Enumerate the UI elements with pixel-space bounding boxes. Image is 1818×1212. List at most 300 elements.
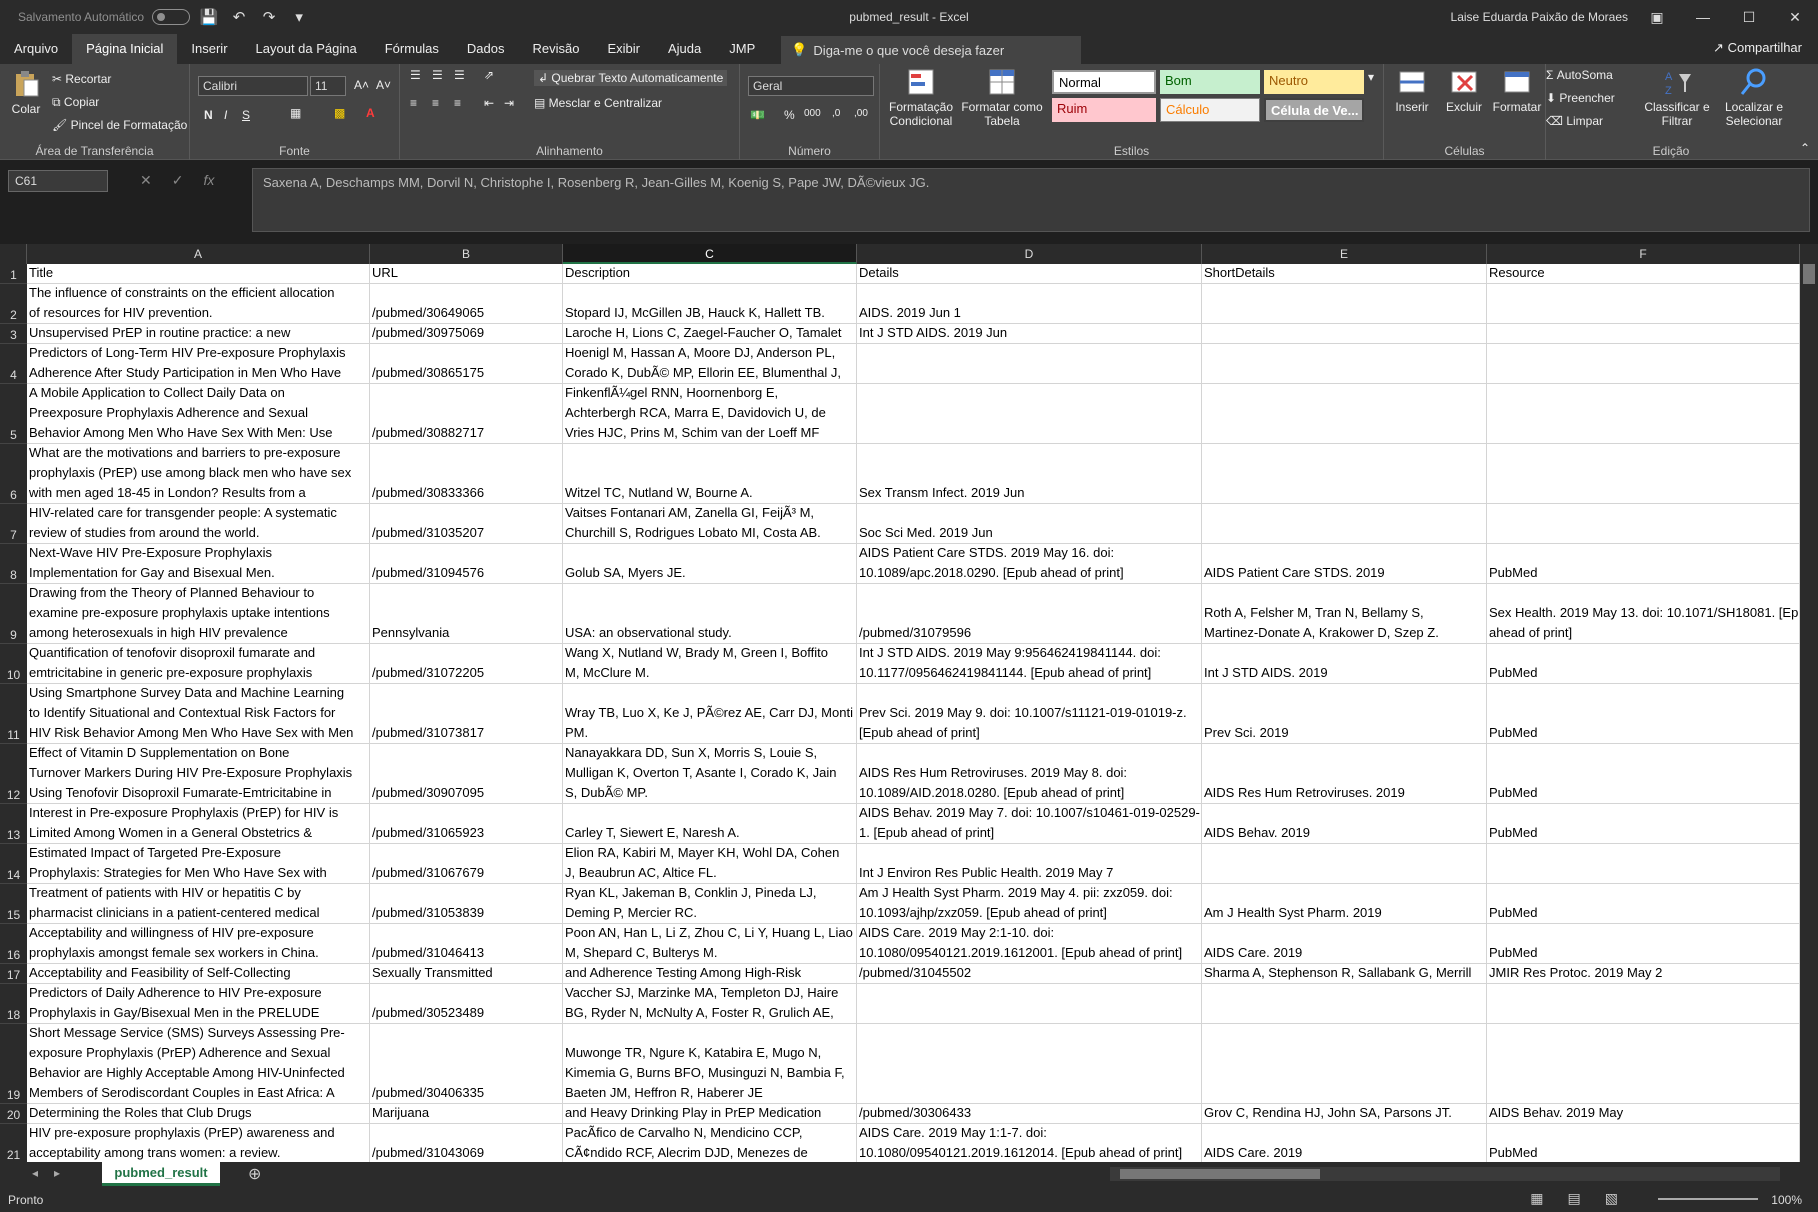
editing-group-label: Edição bbox=[1652, 144, 1690, 158]
insert-function-icon[interactable]: fx bbox=[203, 172, 215, 188]
cell-d[interactable]: Prev Sci. 2019 May 9. doi: 10.1007/s11121-019-01019-z. [Epub ahead of print] bbox=[857, 684, 1202, 744]
status-bar bbox=[0, 1186, 1818, 1212]
find-select-label: Localizar e Selecionar bbox=[1724, 100, 1784, 128]
align-center-icon[interactable]: ≡ bbox=[432, 96, 440, 110]
cell-c[interactable]: Stopard IJ, McGillen JB, Hauck K, Hallett TB. bbox=[563, 284, 857, 324]
decimal-decrease-icon[interactable]: ,00 bbox=[854, 108, 868, 119]
cell-c[interactable]: Carley T, Siewert E, Naresh A. bbox=[563, 804, 857, 844]
cell-e[interactable]: AIDS Care. 2019 bbox=[1202, 1124, 1487, 1162]
tell-me-box[interactable] bbox=[781, 36, 1081, 64]
alignment-group bbox=[400, 64, 740, 160]
styles-group bbox=[880, 64, 1384, 160]
cell-f[interactable]: PubMed bbox=[1487, 1124, 1800, 1162]
cell-c[interactable]: Description bbox=[563, 264, 857, 284]
zoom-level[interactable]: 100% bbox=[1771, 1193, 1802, 1207]
fill-label: Preencher bbox=[1559, 91, 1615, 105]
cell-e[interactable]: AIDS Care. 2019 bbox=[1202, 924, 1487, 964]
row-header[interactable]: 7 bbox=[0, 504, 27, 544]
normal-view-icon[interactable]: ▦ bbox=[1530, 1190, 1544, 1206]
cell-b[interactable]: Marijuana bbox=[370, 1104, 563, 1124]
cell-e[interactable]: Grov C, Rendina HJ, John SA, Parsons JT. bbox=[1202, 1104, 1487, 1124]
cell-f[interactable] bbox=[1487, 844, 1800, 884]
tab-ajuda[interactable]: Ajuda bbox=[667, 41, 702, 56]
cut-label: Recortar bbox=[65, 72, 112, 86]
style-bom[interactable]: Bom bbox=[1160, 70, 1260, 94]
cancel-icon[interactable]: ✕ bbox=[140, 172, 152, 188]
cell-d[interactable]: AIDS Patient Care STDS. 2019 May 16. doi: 10.1089/apc.2018.0290. [Epub ahead of print] bbox=[857, 544, 1202, 584]
lightbulb-icon: 💡 bbox=[791, 42, 808, 57]
horizontal-scroll-thumb[interactable] bbox=[1120, 1169, 1320, 1179]
cell-f[interactable]: PubMed bbox=[1487, 924, 1800, 964]
style-normal[interactable]: Normal bbox=[1052, 70, 1156, 94]
cell-d[interactable]: /pubmed/30306433 bbox=[857, 1104, 1202, 1124]
column-header-a[interactable]: A bbox=[27, 244, 370, 264]
cell-d[interactable]: Int J STD AIDS. 2019 Jun bbox=[857, 324, 1202, 344]
cell-a[interactable]: Estimated Impact of Targeted Pre-Exposure Prophylaxis: Strategies for Men Who Have Sex with bbox=[27, 844, 370, 884]
cell-f[interactable]: AIDS Behav. 2019 May bbox=[1487, 1104, 1800, 1124]
cell-e[interactable]: Am J Health Syst Pharm. 2019 bbox=[1202, 884, 1487, 924]
cell-b[interactable]: /pubmed/31053839 bbox=[370, 884, 563, 924]
orientation-icon[interactable]: ⇗ bbox=[484, 68, 495, 82]
page-layout-view-icon[interactable]: ▤ bbox=[1567, 1190, 1581, 1206]
sort-filter-icon bbox=[1661, 66, 1693, 98]
cell-d[interactable]: Sex Transm Infect. 2019 Jun bbox=[857, 444, 1202, 504]
cell-f[interactable] bbox=[1487, 504, 1800, 544]
cell-e[interactable] bbox=[1202, 504, 1487, 544]
indent-decrease-icon[interactable]: ⇤ bbox=[484, 96, 495, 110]
formula-input[interactable]: Saxena A, Deschamps MM, Dorvil N, Christophe I, Rosenberg R, Jean-Gilles M, Koenig S, Pape JW, DÃ©vieux JG. bbox=[252, 168, 1810, 232]
quick-access-toolbar bbox=[0, 8, 310, 26]
cell-e[interactable]: Prev Sci. 2019 bbox=[1202, 684, 1487, 744]
column-header-e[interactable]: E bbox=[1202, 244, 1487, 264]
cell-b[interactable]: /pubmed/30406335 bbox=[370, 1024, 563, 1104]
conditional-format-label: Formatação Condicional bbox=[888, 100, 954, 128]
cell-c[interactable]: USA: an observational study. bbox=[563, 584, 857, 644]
status-text: Pronto bbox=[8, 1193, 44, 1207]
sheet-tab-bar bbox=[0, 1162, 1818, 1186]
cell-a[interactable]: A Mobile Application to Collect Daily Data on Preexposure Prophylaxis Adherence and Sexual Behavior Among Men Who Have Sex With Men: Use bbox=[27, 384, 370, 444]
cell-f[interactable]: JMIR Res Protoc. 2019 May 2 bbox=[1487, 964, 1800, 984]
cell-a[interactable]: Effect of Vitamin D Supplementation on Bone Turnover Markers During HIV Pre-Exposure Prophylaxis Using Tenofovir Disoproxil Fumarate-Emtricitabine in bbox=[27, 744, 370, 804]
cell-a[interactable]: Treatment of patients with HIV or hepatitis C by pharmacist clinicians in a patient-centered medical bbox=[27, 884, 370, 924]
view-buttons bbox=[1530, 1190, 1618, 1207]
sheet-tab-pubmed-result[interactable]: pubmed_result bbox=[102, 1162, 220, 1186]
row-header[interactable]: 17 bbox=[0, 964, 27, 984]
close-icon[interactable]: ✕ bbox=[1789, 8, 1801, 25]
row-header[interactable]: 20 bbox=[0, 1104, 27, 1124]
cell-c[interactable]: Vaccher SJ, Marzinke MA, Templeton DJ, Haire BG, Ryder N, McNulty A, Foster R, Grulich AE, bbox=[563, 984, 857, 1024]
cell-b[interactable]: /pubmed/30975069 bbox=[370, 324, 563, 344]
enter-icon[interactable]: ✓ bbox=[171, 172, 184, 188]
wrap-text-label: Quebrar Texto Automaticamente bbox=[551, 71, 724, 85]
indent-increase-icon[interactable]: ⇥ bbox=[504, 96, 515, 110]
cell-c[interactable]: Wang X, Nutland W, Brady M, Green I, Boffito M, McClure M. bbox=[563, 644, 857, 684]
autosum-button[interactable] bbox=[1546, 68, 1613, 82]
cell-e[interactable] bbox=[1202, 844, 1487, 884]
cell-a[interactable]: Predictors of Daily Adherence to HIV Pre-exposure Prophylaxis in Gay/Bisexual Men in the PRELUDE bbox=[27, 984, 370, 1024]
cell-c[interactable]: FinkenflÃ¼gel RNN, Hoornenborg E, Achterbergh RCA, Marra E, Davidovich U, de Vries HJC, Prins M, Schim van der Loeff MF bbox=[563, 384, 857, 444]
sort-filter-button[interactable] bbox=[1642, 66, 1712, 128]
row-header[interactable]: 3 bbox=[0, 324, 27, 344]
copy-button[interactable] bbox=[52, 95, 99, 110]
share-icon: ↗ bbox=[1713, 40, 1724, 55]
cell-d[interactable]: /pubmed/31079596 bbox=[857, 584, 1202, 644]
delete-cells-label: Excluir bbox=[1445, 100, 1482, 114]
format-painter-button[interactable] bbox=[52, 118, 187, 132]
font-group-label: Fonte bbox=[279, 144, 310, 158]
cell-d[interactable] bbox=[857, 984, 1202, 1024]
cell-a[interactable]: Quantification of tenofovir disoproxil fumarate and emtricitabine in generic pre-exposure prophylaxis bbox=[27, 644, 370, 684]
cell-d[interactable]: Int J Environ Res Public Health. 2019 May 7 bbox=[857, 844, 1202, 884]
tab-pagina-inicial[interactable]: Página Inicial bbox=[72, 34, 177, 64]
italic-icon[interactable]: I bbox=[224, 108, 228, 122]
cell-f[interactable]: PubMed bbox=[1487, 684, 1800, 744]
cell-f[interactable]: PubMed bbox=[1487, 884, 1800, 924]
format-cells-icon bbox=[1501, 66, 1533, 98]
autosave-toggle[interactable] bbox=[152, 9, 190, 25]
svg-text:A: A bbox=[1665, 71, 1673, 83]
wrap-text-button[interactable] bbox=[534, 70, 727, 86]
table-icon bbox=[986, 66, 1018, 98]
decrease-font-icon[interactable]: A˅ bbox=[376, 78, 392, 92]
cell-b[interactable]: /pubmed/31046413 bbox=[370, 924, 563, 964]
cell-f[interactable] bbox=[1487, 284, 1800, 324]
increase-font-icon[interactable]: A˄ bbox=[354, 78, 370, 92]
row-header[interactable]: 15 bbox=[0, 884, 27, 924]
cell-e[interactable]: ShortDetails bbox=[1202, 264, 1487, 284]
cell-a[interactable]: Title bbox=[27, 264, 370, 284]
add-sheet-icon[interactable]: ⊕ bbox=[248, 1166, 262, 1183]
cell-f[interactable] bbox=[1487, 384, 1800, 444]
merge-icon: ▤ bbox=[534, 96, 549, 110]
cell-e[interactable] bbox=[1202, 1024, 1487, 1104]
tab-formulas[interactable]: Fórmulas bbox=[384, 41, 439, 56]
cell-f[interactable]: PubMed bbox=[1487, 544, 1800, 584]
cell-a[interactable]: Acceptability and willingness of HIV pre-exposure prophylaxis amongst female sex workers in China. bbox=[27, 924, 370, 964]
clear-label: Limpar bbox=[1566, 114, 1603, 128]
cut-button[interactable] bbox=[52, 72, 111, 86]
cell-f[interactable]: PubMed bbox=[1487, 804, 1800, 844]
name-box[interactable]: C61 bbox=[8, 170, 108, 192]
insert-cells-label: Inserir bbox=[1395, 100, 1429, 114]
sigma-icon: Σ bbox=[1546, 68, 1557, 82]
row-header[interactable]: 2 bbox=[0, 284, 27, 324]
style-neutro[interactable]: Neutro bbox=[1264, 70, 1364, 94]
svg-text:Z: Z bbox=[1665, 85, 1672, 97]
cell-f[interactable] bbox=[1487, 444, 1800, 504]
ribbon-display-icon[interactable]: ▣ bbox=[1650, 8, 1664, 25]
cell-c[interactable]: Laroche H, Lions C, Zaegel-Faucher O, Tamalet bbox=[563, 324, 857, 344]
ribbon bbox=[0, 64, 1818, 160]
row-header[interactable]: 12 bbox=[0, 744, 27, 804]
align-bottom-icon[interactable]: ☰ bbox=[454, 68, 465, 82]
cell-a[interactable]: The influence of constraints on the efficient allocation of resources for HIV prevention. bbox=[27, 284, 370, 324]
undo-icon[interactable]: ↶ bbox=[232, 9, 246, 26]
cell-c[interactable]: Poon AN, Han L, Li Z, Zhou C, Li Y, Huang L, Liao M, Shepard C, Bulterys M. bbox=[563, 924, 857, 964]
find-select-button[interactable] bbox=[1716, 66, 1792, 128]
row-header[interactable]: 8 bbox=[0, 544, 27, 584]
user-name[interactable]: Laise Eduarda Paixão de Moraes bbox=[1450, 10, 1628, 24]
align-right-icon[interactable]: ≡ bbox=[454, 96, 462, 110]
copy-icon: ⧉ bbox=[52, 95, 64, 109]
eraser-icon: ⌫ bbox=[1546, 114, 1567, 128]
row-header[interactable]: 6 bbox=[0, 444, 27, 504]
cell-e[interactable] bbox=[1202, 324, 1487, 344]
cell-f[interactable] bbox=[1487, 324, 1800, 344]
cell-e[interactable] bbox=[1202, 444, 1487, 504]
cell-d[interactable]: AIDS Res Hum Retroviruses. 2019 May 8. doi: 10.1089/AID.2018.0280. [Epub ahead of print] bbox=[857, 744, 1202, 804]
font-group bbox=[190, 64, 400, 160]
cell-c[interactable]: Nanayakkara DD, Sun X, Morris S, Louie S, Mulligan K, Overton T, Asante I, Corado K, Jain S, DubÃ© MP. bbox=[563, 744, 857, 804]
row-header[interactable]: 10 bbox=[0, 644, 27, 684]
tab-dados[interactable]: Dados bbox=[466, 41, 505, 56]
format-cells-label: Formatar bbox=[1492, 100, 1542, 114]
column-header-b[interactable]: B bbox=[370, 244, 563, 264]
cell-c[interactable]: Wray TB, Luo X, Ke J, PÃ©rez AE, Carr DJ, Monti PM. bbox=[563, 684, 857, 744]
tab-exibir[interactable]: Exibir bbox=[607, 41, 640, 56]
clear-button[interactable] bbox=[1546, 114, 1603, 128]
row-header[interactable]: 16 bbox=[0, 924, 27, 964]
column-header-c[interactable]: C bbox=[563, 244, 857, 264]
cell-b[interactable]: /pubmed/30649065 bbox=[370, 284, 563, 324]
cell-d[interactable]: AIDS Care. 2019 May 1:1-7. doi: 10.1080/09540121.2019.1612014. [Epub ahead of print] bbox=[857, 1124, 1202, 1162]
merge-center-button[interactable] bbox=[534, 96, 662, 110]
row-header[interactable]: 4 bbox=[0, 344, 27, 384]
row-header[interactable]: 19 bbox=[0, 1024, 27, 1104]
cell-a[interactable]: Using Smartphone Survey Data and Machine Learning to Identify Situational and Contextual Risk Factors for HIV Risk Behavior Among Men Who Have Sex with Men bbox=[27, 684, 370, 744]
cell-d[interactable] bbox=[857, 1024, 1202, 1104]
cell-d[interactable]: AIDS Behav. 2019 May 7. doi: 10.1007/s10461-019-02529- 1. [Epub ahead of print] bbox=[857, 804, 1202, 844]
cell-f[interactable] bbox=[1487, 1024, 1800, 1104]
cell-b[interactable]: /pubmed/31035207 bbox=[370, 504, 563, 544]
autosum-label: AutoSoma bbox=[1556, 68, 1613, 82]
cell-b[interactable]: /pubmed/30833366 bbox=[370, 444, 563, 504]
cell-a[interactable]: Short Message Service (SMS) Surveys Assessing Pre- exposure Prophylaxis (PrEP) Adherence and Sexual Behavior are Highly Acceptable Among HIV-Uninfected Members of Serodiscordant Couples in East Africa: A bbox=[27, 1024, 370, 1104]
align-top-icon[interactable]: ☰ bbox=[410, 68, 421, 82]
cell-a[interactable]: What are the motivations and barriers to pre-exposure prophylaxis (PrEP) use among black men who have sex with men aged 18-45 in London? Results from a bbox=[27, 444, 370, 504]
cell-a[interactable]: Drawing from the Theory of Planned Behaviour to examine pre-exposure prophylaxis uptake intentions among heterosexuals in high HIV prevalence bbox=[27, 584, 370, 644]
row-header[interactable]: 5 bbox=[0, 384, 27, 444]
cell-e[interactable]: Int J STD AIDS. 2019 bbox=[1202, 644, 1487, 684]
merge-center-label: Mesclar e Centralizar bbox=[548, 96, 663, 110]
style-celula-verificacao[interactable]: Célula de Ve... bbox=[1264, 98, 1364, 122]
redo-icon[interactable]: ↷ bbox=[262, 9, 276, 26]
cell-f[interactable] bbox=[1487, 984, 1800, 1024]
cell-e[interactable] bbox=[1202, 984, 1487, 1024]
fill-color-icon[interactable]: ▩ bbox=[334, 106, 346, 120]
customize-qat-icon[interactable]: ▾ bbox=[295, 9, 303, 26]
cell-a[interactable]: HIV-related care for transgender people: A systematic review of studies from around the world. bbox=[27, 504, 370, 544]
autosave-label: Salvamento Automático bbox=[18, 10, 145, 24]
format-cells-button[interactable] bbox=[1492, 66, 1542, 114]
cell-e[interactable]: Roth A, Felsher M, Tran N, Bellamy S, Martinez-Donate A, Krakower D, Szep Z. bbox=[1202, 584, 1487, 644]
row-header[interactable]: 13 bbox=[0, 804, 27, 844]
cell-f[interactable]: PubMed bbox=[1487, 644, 1800, 684]
formula-bar bbox=[0, 160, 1818, 238]
number-format-select[interactable]: Geral bbox=[748, 76, 874, 96]
align-left-icon[interactable]: ≡ bbox=[410, 96, 418, 110]
styles-group-label: Estilos bbox=[1113, 144, 1150, 158]
cell-c[interactable]: Witzel TC, Nutland W, Bourne A. bbox=[563, 444, 857, 504]
cells-group-label: Células bbox=[1444, 144, 1485, 158]
copy-label: Copiar bbox=[63, 95, 100, 109]
scroll-tabs-right-icon[interactable]: ▸ bbox=[54, 1166, 61, 1180]
conditional-format-icon bbox=[905, 66, 937, 98]
cell-e[interactable]: AIDS Behav. 2019 bbox=[1202, 804, 1487, 844]
window-title: pubmed_result - Excel bbox=[849, 10, 969, 24]
tab-revisao[interactable]: Revisão bbox=[532, 41, 580, 56]
clipboard-group-label: Área de Transferência bbox=[35, 144, 154, 158]
cell-c[interactable]: Muwonge TR, Ngure K, Katabira E, Mugo N, Kimemia G, Burns BFO, Musinguzi N, Bambia F, Baeten JM, Heffron R, Haberer JE bbox=[563, 1024, 857, 1104]
currency-icon[interactable]: 💵 bbox=[750, 108, 765, 122]
fill-down-icon: ⬇ bbox=[1546, 91, 1560, 105]
decimal-increase-icon[interactable]: ,0 bbox=[832, 108, 841, 119]
cell-a[interactable]: Next-Wave HIV Pre-Exposure Prophylaxis Implementation for Gay and Bisexual Men. bbox=[27, 544, 370, 584]
tab-arquivo[interactable]: Arquivo bbox=[14, 41, 59, 56]
title-bar bbox=[0, 0, 1818, 34]
wrap-text-icon: ↲ bbox=[538, 71, 552, 85]
borders-icon[interactable]: ▦ bbox=[290, 106, 302, 120]
ribbon-tabs bbox=[0, 34, 1818, 64]
cell-d[interactable]: Am J Health Syst Pharm. 2019 May 4. pii: zxz059. doi: 10.1093/ajhp/zxz059. [Epub ahead of print] bbox=[857, 884, 1202, 924]
column-header-f[interactable]: F bbox=[1487, 244, 1800, 264]
cell-e[interactable] bbox=[1202, 284, 1487, 324]
insert-cells-button[interactable] bbox=[1388, 66, 1436, 114]
cell-c[interactable]: Hoenigl M, Hassan A, Moore DJ, Anderson PL, Corado K, DubÃ© MP, Ellorin EE, Blumenthal J, bbox=[563, 344, 857, 384]
cell-d[interactable]: Details bbox=[857, 264, 1202, 284]
cell-e[interactable]: AIDS Patient Care STDS. 2019 bbox=[1202, 544, 1487, 584]
cell-e[interactable] bbox=[1202, 344, 1487, 384]
tab-inserir[interactable]: Inserir bbox=[191, 41, 228, 56]
font-name-select[interactable]: Calibri bbox=[198, 76, 308, 96]
style-ruim[interactable]: Ruim bbox=[1052, 98, 1156, 122]
collapse-ribbon-icon[interactable]: ⌃ bbox=[1799, 141, 1810, 155]
styles-more-icon[interactable]: ▾ bbox=[1368, 70, 1375, 84]
magnifier-icon bbox=[1738, 66, 1770, 98]
cell-d[interactable]: AIDS Care. 2019 May 2:1-10. doi: 10.1080/09540121.2019.1612001. [Epub ahead of print] bbox=[857, 924, 1202, 964]
window-controls bbox=[1634, 0, 1818, 34]
maximize-icon[interactable]: ☐ bbox=[1742, 8, 1756, 25]
save-icon[interactable]: 💾 bbox=[199, 9, 219, 26]
cell-b[interactable]: URL bbox=[370, 264, 563, 284]
spreadsheet-grid bbox=[0, 244, 1818, 1162]
cell-b[interactable]: /pubmed/30523489 bbox=[370, 984, 563, 1024]
cell-b[interactable]: /pubmed/31072205 bbox=[370, 644, 563, 684]
cell-b[interactable]: /pubmed/30882717 bbox=[370, 384, 563, 444]
conditional-format-button[interactable] bbox=[886, 66, 956, 128]
cell-b[interactable]: /pubmed/31043069 bbox=[370, 1124, 563, 1162]
alignment-group-label: Alinhamento bbox=[536, 144, 603, 158]
share-button[interactable] bbox=[1713, 40, 1802, 56]
horizontal-scrollbar[interactable] bbox=[1110, 1167, 1780, 1181]
row-header[interactable]: 11 bbox=[0, 684, 27, 744]
cell-a[interactable]: Unsupervised PrEP in routine practice: a new bbox=[27, 324, 370, 344]
number-group bbox=[740, 64, 880, 160]
row-header[interactable]: 21 bbox=[0, 1124, 27, 1162]
cell-b[interactable]: /pubmed/31094576 bbox=[370, 544, 563, 584]
cell-d[interactable] bbox=[857, 384, 1202, 444]
paste-button[interactable] bbox=[10, 68, 42, 116]
tab-layout-pagina[interactable]: Layout da Página bbox=[255, 41, 357, 56]
cell-f[interactable]: Sex Health. 2019 May 13. doi: 10.1071/SH18081. [Ep ahead of print] bbox=[1487, 584, 1800, 644]
vertical-scroll-thumb[interactable] bbox=[1803, 264, 1815, 284]
cell-a[interactable]: Determining the Roles that Club Drugs bbox=[27, 1104, 370, 1124]
cell-c[interactable]: PacÃfico de Carvalho N, Mendicino CCP, CÃ¢ndido RCF, Alecrim DJD, Menezes de bbox=[563, 1124, 857, 1162]
cell-f[interactable]: PubMed bbox=[1487, 744, 1800, 804]
number-group-label: Número bbox=[788, 144, 831, 158]
cell-b[interactable]: Sexually Transmitted bbox=[370, 964, 563, 984]
align-middle-icon[interactable]: ☰ bbox=[432, 68, 443, 82]
scroll-tabs-left-icon[interactable]: ◂ bbox=[32, 1166, 39, 1180]
cell-b[interactable]: /pubmed/30865175 bbox=[370, 344, 563, 384]
cell-f[interactable] bbox=[1487, 344, 1800, 384]
share-label: Compartilhar bbox=[1727, 40, 1802, 55]
cell-d[interactable]: AIDS. 2019 Jun 1 bbox=[857, 284, 1202, 324]
cell-b[interactable]: /pubmed/30907095 bbox=[370, 744, 563, 804]
cell-b[interactable]: /pubmed/31065923 bbox=[370, 804, 563, 844]
delete-cells-button[interactable] bbox=[1440, 66, 1488, 114]
minimize-icon[interactable]: — bbox=[1696, 9, 1710, 25]
cell-d[interactable]: Soc Sci Med. 2019 Jun bbox=[857, 504, 1202, 544]
cell-a[interactable]: HIV pre-exposure prophylaxis (PrEP) awareness and acceptability among trans women: a review. bbox=[27, 1124, 370, 1162]
delete-cells-icon bbox=[1448, 66, 1480, 98]
cell-c[interactable]: Ryan KL, Jakeman B, Conklin J, Pineda LJ, Deming P, Mercier RC. bbox=[563, 884, 857, 924]
cell-b[interactable]: /pubmed/31073817 bbox=[370, 684, 563, 744]
zoom-slider[interactable] bbox=[1658, 1198, 1758, 1200]
cell-c[interactable]: Golub SA, Myers JE. bbox=[563, 544, 857, 584]
thousands-icon[interactable]: 000 bbox=[804, 108, 821, 119]
cell-c[interactable]: and Adherence Testing Among High-Risk bbox=[563, 964, 857, 984]
cell-c[interactable]: Vaitses Fontanari AM, Zanella GI, FeijÃ³ M, Churchill S, Rodrigues Lobato MI, Costa AB. bbox=[563, 504, 857, 544]
cell-a[interactable]: Interest in Pre-exposure Prophylaxis (PrEP) for HIV is Limited Among Women in a General Obstetrics & bbox=[27, 804, 370, 844]
cell-e[interactable] bbox=[1202, 384, 1487, 444]
select-all-corner[interactable] bbox=[0, 244, 27, 264]
page-break-view-icon[interactable]: ▧ bbox=[1604, 1190, 1618, 1206]
cell-e[interactable]: Sharma A, Stephenson R, Sallabank G, Merrill bbox=[1202, 964, 1487, 984]
cell-f[interactable]: Resource bbox=[1487, 264, 1800, 284]
cell-c[interactable]: Elion RA, Kabiri M, Mayer KH, Wohl DA, Cohen J, Beaubrun AC, Altice FL. bbox=[563, 844, 857, 884]
cell-b[interactable]: /pubmed/31067679 bbox=[370, 844, 563, 884]
cell-d[interactable]: /pubmed/31045502 bbox=[857, 964, 1202, 984]
row-header[interactable]: 9 bbox=[0, 584, 27, 644]
column-header-d[interactable]: D bbox=[857, 244, 1202, 264]
sort-filter-label: Classificar e Filtrar bbox=[1644, 100, 1710, 128]
cell-c[interactable]: and Heavy Drinking Play in PrEP Medication bbox=[563, 1104, 857, 1124]
cell-a[interactable]: Acceptability and Feasibility of Self-Collecting bbox=[27, 964, 370, 984]
style-calculo[interactable]: Cálculo bbox=[1160, 98, 1260, 122]
cell-d[interactable] bbox=[857, 344, 1202, 384]
tell-me-text: Diga-me o que você deseja fazer bbox=[813, 42, 1005, 58]
font-color-icon[interactable]: A bbox=[366, 106, 375, 120]
row-header[interactable]: 18 bbox=[0, 984, 27, 1024]
cell-b[interactable]: Pennsylvania bbox=[370, 584, 563, 644]
clipboard-group bbox=[0, 64, 190, 160]
cell-d[interactable]: Int J STD AIDS. 2019 May 9:956462419841144. doi: 10.1177/0956462419841144. [Epub ahead of print] bbox=[857, 644, 1202, 684]
bold-icon[interactable]: N bbox=[204, 108, 213, 122]
format-as-table-button[interactable] bbox=[960, 66, 1044, 128]
tab-jmp[interactable]: JMP bbox=[729, 41, 756, 56]
cell-e[interactable]: AIDS Res Hum Retroviruses. 2019 bbox=[1202, 744, 1487, 804]
clipboard-icon bbox=[10, 68, 42, 100]
underline-icon[interactable]: S bbox=[242, 108, 251, 122]
cell-a[interactable]: Predictors of Long-Term HIV Pre-exposure Prophylaxis Adherence After Study Participation in Men Who Have bbox=[27, 344, 370, 384]
vertical-scrollbar[interactable] bbox=[1800, 244, 1818, 1162]
row-header[interactable]: 1 bbox=[0, 264, 27, 284]
font-size-select[interactable]: 11 bbox=[310, 76, 346, 96]
row-header[interactable]: 14 bbox=[0, 844, 27, 884]
fill-button[interactable] bbox=[1546, 91, 1615, 105]
percent-icon[interactable]: % bbox=[784, 108, 795, 122]
